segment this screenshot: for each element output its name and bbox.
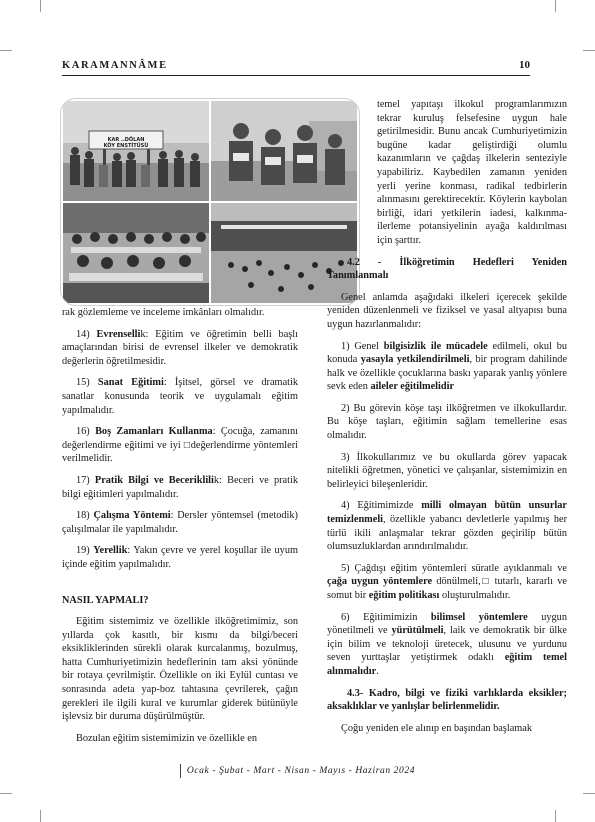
list-item: 15) Sanat Eğitimi: İşitsel, görsel ve dramatik sanatlar konusunda teorik ve uygulamalı eğitim yapılmalıdır. [62,377,299,416]
list-item: 4) Eğitimimizde milli olmayan bütün unsurlar temizlenmeli, özellikle yabancı devletlerle yapılmış her türlü ikili anlaşmalar tekrar gözden geçirilip bütün olumsuzluklardan arındırılmalıdır. [327,500,567,553]
page-header [62,58,530,76]
section-heading: 4.2 - İlköğretimin Hedefleri Yeniden Tanımlanmalı [327,256,567,282]
list-item: 1) Genel bilgisizlik ile mücadele edilmeli, okul bu konuda yasayla yetkilendirilmeli, bir program dahilinde halk ve özellikle çocuklarına baskı yaparak yanlış yönlere sevk eden aileler eğitilmelidir [327,340,568,393]
paragraph: temel yapıtaşı ilkokul programlarımızın tekrar kuruluş felsefesine uygun hale getirilmesidir. Bunu ancak Cumhuriyetimizin bugüne kadar geliştirdiği olumlu kazanımların ve çağdaş ilkelerin senteziyle yapabiliriz. Kaybedilen zamanın yeniden yerli yerine konması, radikal tedbirlerin alınmasını gerektirecektir. Köylerin kaybolan birliği, idari yetkilerin iadesi, kalkınma- ilerleme potansiyelinin ayağa kaldırılması için şarttır. [377,99,567,246]
list-item: 16) Boş Zamanları Kullanma: Çocuğa, zamanını değerlendirme eğitimi ve iyi □değerlendirme yöntemleri verilmelidir. [62,426,299,465]
photo-village-institute-sign [63,101,209,201]
list-item: 3) İlkokullarımız ve bu okullarda görev yapacak nitelikli öğretmen, yönetici ve çalışanlar, sistemimizin en belirleyici bileşenleridir. [327,451,567,490]
list-item: 6) Eğitimimizin bilimsel yöntemlere uygun yönetilmeli ve yürütülmeli, laik ve demokratik bir ülke için bilim ve teknoloji üretecek, ulusunu ve yurdunu seven yurttaşlar yetiştirmek odaklı eğitim temel alınmalıdır. [327,611,567,677]
crop-mark [583,50,595,51]
page-number: 10 [519,59,530,71]
crop-mark [555,810,556,822]
right-column [327,98,567,743]
list-item: 5) Çağdışı eğitim yöntemleri süratle ayıklanmalı ve çağa uygun yöntemlere dönülmeli,□ tutarlı, kararlı ve somut bir eğitim politikası oluşturulmalıdır. [327,562,567,601]
header-rule [62,75,530,76]
paragraph: Çoğu yeniden ele alınıp en başından başlamak [341,722,533,734]
sign-text: KAR ..DÖLAN KÖY ENSTİTÜSÜ [103,137,149,149]
paragraph: Eğitim sistemimiz ve özellikle ilköğretimimiz, son yıllarda çok kasıtlı, bir kısmı da bilgi/beceri eksikliklerinden sürekli olarak kurcalanmış, bozulmuş, hatta Cumhuriyetimizin hedeflerinin tam aksi yönünde bir rotaya çevrilmiştir. Özellikle on iki Eylül cuntası ve sonrasında adeta yap-boz tahtasına çevrilerek, çağın gerekleri ile ilgili kural ve kurumlar giderek bütünüyle işlevsiz bir duruma düşürülmüştür. [62,616,298,723]
crop-mark [0,793,12,794]
list-item: 14) Evrensellik: Eğitim ve öğretimin belli başlı amaçlarından birisi de evrensel ilkeler ve demokratik değerlerin öğretilmesidir. [62,328,298,367]
paragraph: Bozulan eğitim sistemimizin ve özellikle en [76,732,258,744]
crop-mark [583,793,595,794]
list-item: 19) Yerellik: Yakın çevre ve yerel koşullar ile uyum içinde eğitim yapılmalıdır. [62,545,298,570]
list-item: 18) Çalışma Yöntemi: Dersler yöntemsel (metodik) çalışılmalar ile yapılmalıdır. [62,510,298,535]
journal-title: KARAMANNÂME [62,60,168,71]
paragraph: Genel anlamda aşağıdaki ilkeleri içerecek şekilde yeniden düzenlenmeli ve fiziksel ve yasal altyapısı buna uygun hazırlanmalıdır: [327,291,567,330]
issue-date: Ocak - Şubat - Mart - Nisan - Mayıs - Haziran 2024 [186,766,416,777]
crop-mark [0,50,12,51]
footer-divider [180,764,181,778]
photo-collage [60,98,360,306]
crop-mark [555,0,556,12]
photo-students-classroom [63,203,209,303]
paragraph: rak gözlemleme ve inceleme imkânları olmalıdır. [62,307,265,318]
section-heading: NASIL YAPMALI? [62,594,149,606]
list-item: 2) Bu görevin köşe taşı ilköğretmen ve ilkokullardır. Bu köşe taşları, eğitimin sağlam temellerine esas olmalıdır. [327,402,567,442]
crop-mark [40,0,41,12]
list-item: 17) Pratik Bilgi ve Beceriklilik: Beceri ve pratik bilgi eğitimleri yapılmalıdır. [62,474,298,500]
section-heading: 4.3- Kadro, bilgi ve fiziki varlıklarda eksikler; aksaklıklar ve yanlışlar belirlenmelidir. [327,687,567,713]
crop-mark [40,810,41,822]
page-footer [0,764,595,778]
left-column [62,306,298,753]
